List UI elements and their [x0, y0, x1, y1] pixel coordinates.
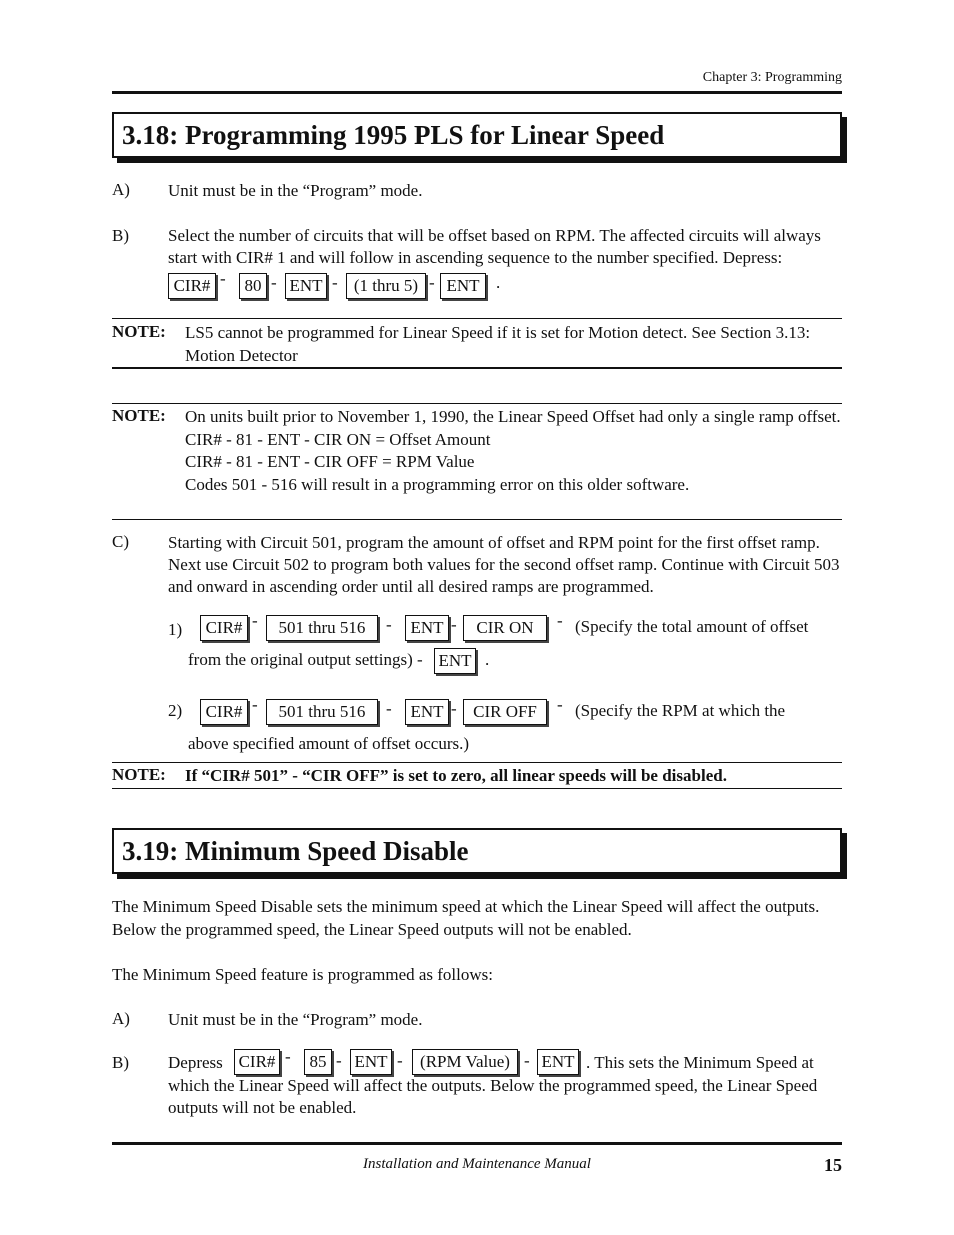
- key-80: 80: [239, 273, 267, 299]
- note-label: NOTE:: [112, 322, 166, 341]
- step-text: . This sets the Minimum Speed at: [586, 1053, 814, 1072]
- substep-desc: (Specify the RPM at which the: [575, 701, 786, 720]
- note-rule: [112, 367, 842, 369]
- note-rule: [112, 788, 842, 789]
- section-title: 3.19: Minimum Speed Disable: [122, 835, 469, 866]
- section-title: 3.18: Programming 1995 PLS for Linear Speed: [122, 119, 665, 150]
- dash: -: [524, 1051, 530, 1070]
- section-title-box: [112, 112, 842, 158]
- key-cir: CIR#: [200, 615, 248, 641]
- key-range: 501 thru 516: [266, 615, 378, 641]
- key-rpm-value: (RPM Value): [412, 1049, 518, 1075]
- step-label: A): [112, 180, 130, 199]
- key-cir: CIR#: [234, 1049, 280, 1075]
- note-line: CIR# - 81 - ENT - CIR ON = Offset Amount: [185, 429, 491, 449]
- key-ent: ENT: [537, 1049, 579, 1075]
- period: .: [496, 273, 501, 292]
- note-line: CIR# - 81 - ENT - CIR OFF = RPM Value: [185, 452, 475, 471]
- dash: -: [557, 695, 563, 714]
- dash: -: [386, 615, 392, 634]
- note-label: NOTE:: [112, 406, 166, 425]
- chapter-header: Chapter 3: Programming: [702, 70, 842, 85]
- depress-text: Depress: [168, 1053, 223, 1072]
- dash: -: [220, 269, 226, 288]
- substep-desc: (Specify the total amount of offset: [575, 617, 809, 636]
- substep-cont-text: above specified amount of offset occurs.): [188, 734, 470, 753]
- step-label: B): [112, 1053, 129, 1072]
- key-sequence: [168, 269, 568, 299]
- key-sequence: [200, 695, 840, 725]
- dash: -: [336, 1051, 342, 1070]
- dash: -: [285, 1047, 291, 1066]
- note-text: LS5 cannot be programmed for Linear Speed if it is set for Motion detect. See Section 3.13: Motion Detector: [185, 323, 811, 365]
- step-label: C): [112, 532, 129, 551]
- key-ent: ENT: [434, 648, 476, 674]
- substep-label: 2): [168, 701, 183, 720]
- key-ent: ENT: [350, 1049, 392, 1075]
- key-cir: CIR#: [168, 273, 216, 299]
- period: .: [485, 650, 490, 669]
- dash: -: [451, 615, 457, 634]
- dash: -: [451, 699, 457, 718]
- header-rule: [112, 91, 842, 94]
- key-range: (1 thru 5): [346, 273, 426, 299]
- dash: -: [557, 611, 563, 630]
- substep-label: 1): [168, 620, 183, 639]
- note-line: On units built prior to November 1, 1990, the Linear Speed Offset had only a single ramp offset.: [185, 407, 841, 426]
- note-text: If “CIR# 501” - “CIR OFF” is set to zero, all linear speeds will be disabled.: [185, 766, 727, 785]
- paragraph: The Minimum Speed feature is programmed as follows:: [112, 965, 493, 984]
- dash: -: [252, 695, 258, 714]
- step-label: A): [112, 1009, 130, 1028]
- substep-continuation: [188, 648, 548, 674]
- key-ent: ENT: [285, 273, 327, 299]
- key-85: 85: [304, 1049, 332, 1075]
- step-text: Starting with Circuit 501, program the amount of offset and RPM point for the first offset ramp. Next use Circuit 502 to program both values for the second offset ramp. Continue with Circuit 503 and onward in ascending order until all desired ramps are programmed.: [168, 533, 840, 596]
- key-ent: ENT: [405, 615, 449, 641]
- footer-manual-title: Installation and Maintenance Manual: [363, 1156, 591, 1172]
- step-text: which the Linear Speed will affect the outputs. Below the programmed speed, the Linear Speed outputs will not be enabled.: [168, 1076, 818, 1117]
- key-ent: ENT: [440, 273, 486, 299]
- step-label: B): [112, 226, 129, 245]
- page-number: 15: [824, 1155, 842, 1175]
- key-cir: CIR#: [200, 699, 248, 725]
- note-rule: [112, 519, 842, 520]
- note-rule: [112, 762, 842, 763]
- step-text: Unit must be in the “Program” mode.: [168, 181, 423, 200]
- step-text: Unit must be in the “Program” mode.: [168, 1010, 423, 1029]
- note-line: Codes 501 - 516 will result in a programming error on this older software.: [185, 474, 690, 494]
- dash: -: [332, 273, 338, 292]
- key-sequence: [200, 611, 840, 641]
- paragraph: The Minimum Speed Disable sets the minimum speed at which the Linear Speed will affect the outputs. Below the programmed speed, the Linear Speed outputs will not be enabled.: [112, 897, 820, 939]
- section-title-box: [112, 828, 842, 874]
- note-rule: [112, 318, 842, 319]
- dash: -: [271, 273, 277, 292]
- note-text-block: [185, 406, 845, 496]
- substep-cont-text: from the original output settings) -: [188, 650, 423, 669]
- key-cir-on: CIR ON: [463, 615, 547, 641]
- dash: -: [252, 611, 258, 630]
- key-range: 501 thru 516: [266, 699, 378, 725]
- note-rule: [112, 403, 842, 404]
- dash: -: [397, 1051, 403, 1070]
- dash: -: [386, 699, 392, 718]
- step-text: Select the number of circuits that will be offset based on RPM. The affected circuits will always start with CIR# 1 and will follow in ascending sequence to the number specified. Depress:: [168, 226, 821, 267]
- footer-rule: [112, 1142, 842, 1145]
- key-cir-off: CIR OFF: [463, 699, 547, 725]
- key-sequence: [168, 1049, 843, 1075]
- dash: -: [429, 273, 435, 292]
- note-label: NOTE:: [112, 765, 166, 784]
- key-ent: ENT: [405, 699, 449, 725]
